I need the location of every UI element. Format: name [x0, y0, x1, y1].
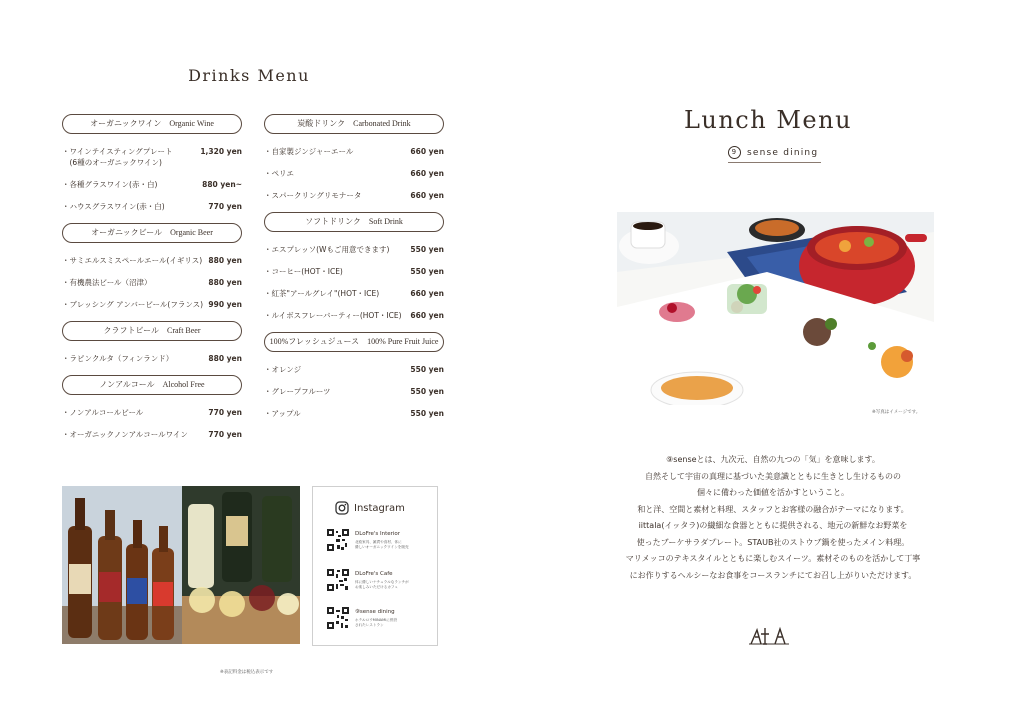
menu-item	[264, 266, 444, 277]
menu-item	[62, 353, 242, 364]
item-price: 550 yen	[410, 365, 444, 374]
brand-name: sense dining	[747, 147, 819, 158]
menu-item	[264, 190, 444, 201]
item-name: ・ペリエ	[264, 169, 294, 178]
brand-number-badge: 9	[728, 146, 741, 159]
item-price: 660 yen	[410, 289, 444, 298]
item-name: ・各種グラスワイン(赤・白)	[62, 180, 158, 189]
item-price: 990 yen	[208, 300, 242, 309]
drinks-title: Drinks Menu	[188, 66, 310, 85]
menu-item	[264, 244, 444, 255]
item-price: 550 yen	[410, 245, 444, 254]
qr-code-icon[interactable]	[327, 607, 349, 629]
item-name: ・コーヒー(HOT・ICE)	[264, 267, 343, 276]
instagram-entry-interior[interactable]	[327, 529, 409, 551]
item-name: ・オーガニックノンアルコールワイン	[62, 430, 188, 439]
photo-note: ※写真はイメージです。	[872, 410, 921, 415]
desc-line: 個々に備わった価値を活かすということ。	[697, 488, 849, 497]
menu-item	[62, 407, 242, 418]
item-price: 660 yen	[410, 169, 444, 178]
item-price: 660 yen	[410, 191, 444, 200]
item-price: 770 yen	[208, 408, 242, 417]
section-header-alcohol-free: ノンアルコール Alcohol Free	[62, 375, 242, 395]
menu-item	[264, 288, 444, 299]
menu-item	[264, 386, 444, 397]
instagram-entry-sense-dining[interactable]	[327, 607, 397, 629]
drinks-column-1	[62, 114, 242, 451]
qr-code-icon[interactable]	[327, 569, 349, 591]
menu-item	[62, 255, 242, 266]
item-name: ・ルイボスフレーバーティー(HOT・ICE)	[264, 311, 402, 320]
desc-line: iittala(イッタラ)の繊細な食器とともに提供される、地元の新鮮なお野菜を	[638, 521, 908, 530]
menu-item	[62, 299, 242, 310]
item-price: 880 yen~	[202, 180, 242, 189]
item-price: 880 yen	[208, 256, 242, 265]
item-name: ・ラピンクルタ（フィンランド）	[62, 354, 174, 363]
section-header-craft-beer: クラフトビール Craft Beer	[62, 321, 242, 341]
item-price: 880 yen	[208, 354, 242, 363]
item-name: ・ブレッシング アンバービール(フランス)	[62, 300, 204, 309]
instagram-title: Instagram	[354, 502, 405, 514]
menu-item	[62, 429, 242, 440]
desc-line: にお作りするヘルシーなお食事をコースランチにてお召し上がりいただけます。	[629, 570, 917, 580]
instagram-entry-desc: ホテルロウMINAMIに併設 されたレストラン	[355, 618, 398, 627]
item-name: ・アップル	[264, 409, 301, 418]
menu-item	[62, 201, 242, 212]
instagram-entry-name: ⑨sense dining	[355, 609, 395, 615]
menu-item	[62, 146, 242, 168]
item-name: ・オレンジ	[264, 365, 302, 374]
item-name: ・ノンアルコールビール	[62, 408, 144, 417]
drinks-column-2	[264, 114, 444, 430]
item-name: ・有機農法ビール（沼津）	[62, 278, 152, 287]
item-price: 770 yen	[208, 430, 242, 439]
menu-item	[62, 179, 242, 190]
instagram-entry-desc: 体に優しいナチュラルなランチが お楽しみいただけるカフェ	[355, 580, 409, 589]
instagram-icon	[335, 501, 349, 515]
item-name: ・サミエルスミスペールエール(イギリス)	[62, 256, 203, 265]
desc-line: マリメッコのテキスタイルとともに楽しむスイーツ。素材そのものを活かして丁寧	[625, 554, 921, 563]
desc-line: 和と洋、空間と素材と料理、スタッフとお客様の融合がテーマになります。	[637, 504, 909, 514]
brand-line	[728, 146, 818, 159]
drinks-photo	[62, 486, 300, 644]
section-header-organic-wine: オーガニックワイン Organic Wine	[62, 114, 242, 134]
lunch-photo	[617, 212, 934, 405]
item-price: 550 yen	[410, 409, 444, 418]
section-header-carbonated: 炭酸ドリンク Carbonated Drink	[264, 114, 444, 134]
desc-line: ⑨senseとは、九次元、自然の九つの「気」を意味します。	[666, 455, 880, 464]
item-price: 770 yen	[208, 202, 242, 211]
item-name: ・グレープフルーツ	[264, 387, 331, 396]
section-header-organic-beer: オーガニックビール Organic Beer	[62, 223, 242, 243]
restaurant-logo-icon	[747, 624, 791, 646]
item-name: ・ワインテイスティングプレート (6種のオーガニックワイン)	[62, 147, 173, 167]
desc-line: 自然そして宇宙の真理に基づいた美意識とともに生きとし生けるものの	[645, 471, 901, 481]
tax-note: ※表記料金は税込表示です	[220, 670, 274, 675]
qr-code-icon[interactable]	[327, 529, 349, 551]
desc-line: 使ったブーケサラダプレート。STAUB社のストウブ鍋を使ったメイン料理。	[636, 537, 910, 547]
item-name: ・紅茶"アールグレイ"(HOT・ICE)	[264, 289, 380, 298]
menu-item	[264, 408, 444, 419]
item-price: 880 yen	[208, 278, 242, 287]
instagram-entry-desc: 北欧家具、雑貨や食材、体に 優しいオーガニックワインを販売	[355, 540, 409, 549]
item-price: 1,320 yen	[200, 147, 242, 156]
instagram-header	[335, 501, 405, 515]
menu-item	[264, 146, 444, 157]
item-name: ・スパークリングリモナータ	[264, 191, 362, 200]
item-name: ・自家製ジンジャーエール	[264, 147, 354, 156]
section-header-soft-drink: ソフトドリンク Soft Drink	[264, 212, 444, 232]
item-name: ・ハウスグラスワイン(赤・白)	[62, 202, 165, 211]
section-header-fruit-juice: 100%フレッシュジュース 100% Pure Fruit Juice	[264, 332, 444, 352]
menu-item	[62, 277, 242, 288]
instagram-entry-cafe[interactable]	[327, 569, 409, 591]
instagram-entry-name: DLoFre's Cafe	[355, 571, 393, 577]
instagram-entry-name: DLoFre's Interior	[355, 531, 401, 537]
brand-underline	[728, 162, 821, 163]
item-name: ・エスプレッソ(Wもご用意できます)	[264, 245, 390, 254]
item-price: 550 yen	[410, 267, 444, 276]
menu-item	[264, 364, 444, 375]
item-price: 660 yen	[410, 311, 444, 320]
item-price: 550 yen	[410, 387, 444, 396]
lunch-title: Lunch Menu	[683, 106, 853, 134]
lunch-description	[592, 452, 954, 584]
item-price: 660 yen	[410, 147, 444, 156]
menu-item	[264, 168, 444, 179]
menu-item	[264, 310, 444, 321]
lunch-page	[512, 0, 1024, 728]
instagram-box	[312, 486, 438, 646]
